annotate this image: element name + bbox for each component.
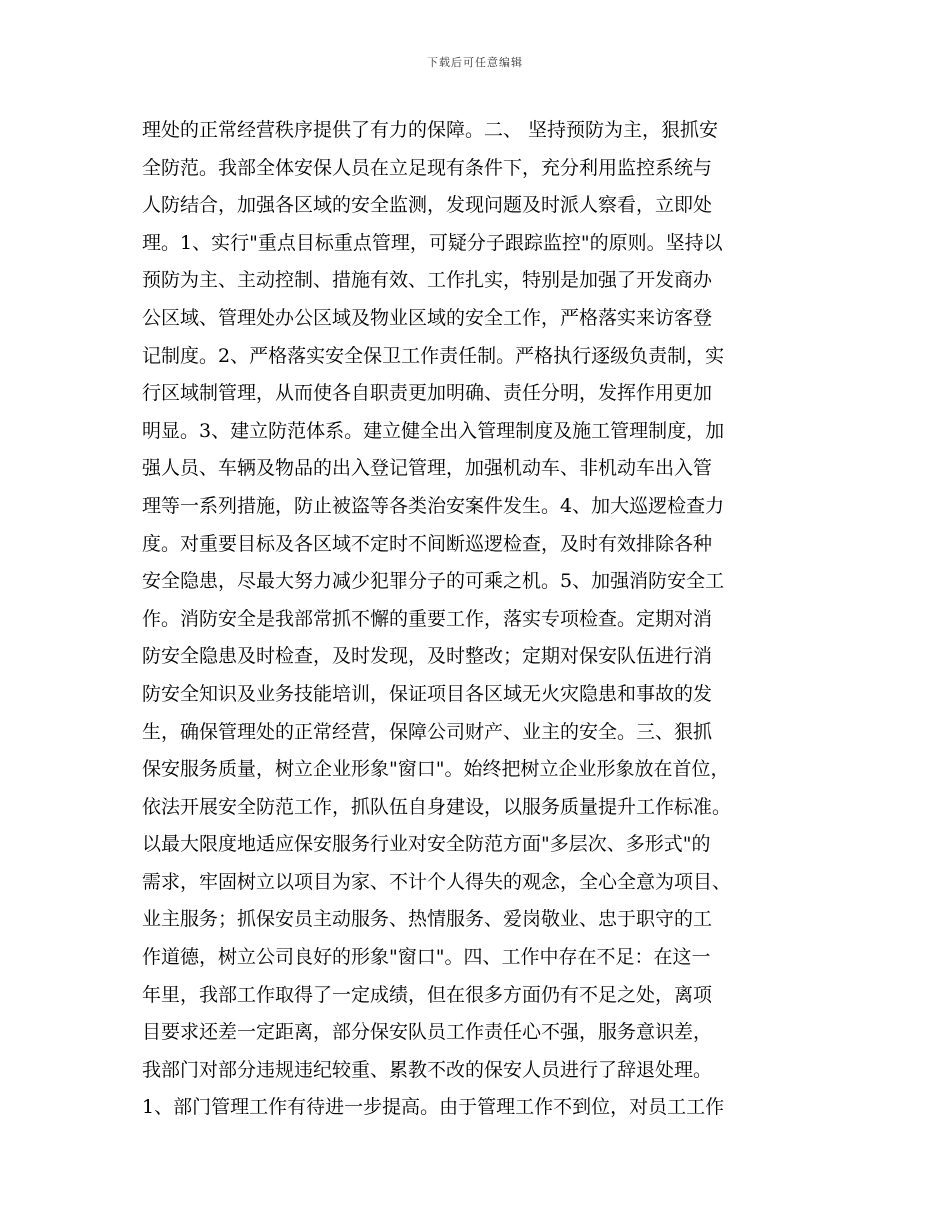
text-line: 目要求还差一定距离，部分保安队员工作责任心不强，服务意识差， [142, 1021, 713, 1044]
text-line: 作。消防安全是我部常抓不懈的重要工作，落实专项检查。定期对消 [142, 607, 713, 630]
text-line: 度。对重要目标及各区域不定时不间断巡逻检查，及时有效排除各种 [142, 532, 713, 555]
text-line: 保安服务质量，树立企业形象"窗口"。始终把树立企业形象放在首位， [142, 758, 730, 781]
text-line: 防安全隐患及时检查，及时发现，及时整改；定期对保安队伍进行消 [142, 645, 713, 668]
text-line: 依法开展安全防范工作，抓队伍自身建设，以服务质量提升工作标准。 [142, 795, 732, 818]
text-line: 我部门对部分违规违纪较重、累教不改的保安人员进行了辞退处理。 [142, 1058, 713, 1081]
text-line: 人防结合，加强各区域的安全监测，发现问题及时派人察看，立即处 [142, 194, 713, 217]
text-line: 年里，我部工作取得了一定成绩，但在很多方面仍有不足之处，离项 [142, 983, 713, 1006]
text-line: 作道德，树立公司良好的形象"窗口"。四、工作中存在不足：在这一 [142, 946, 711, 969]
text-line: 公区域、管理处办公区域及物业区域的安全工作，严格落实来访客登 [142, 306, 713, 329]
text-line: 安全隐患，尽最大努力减少犯罪分子的可乘之机。5、加强消防安全工 [142, 570, 725, 593]
document-body [142, 112, 822, 1127]
text-line: 全防范。我部全体安保人员在立足现有条件下，充分利用监控系统与 [142, 156, 713, 179]
page-header: 下载后可任意编辑 [427, 56, 523, 69]
text-line: 1、部门管理工作有待进一步提高。由于管理工作不到位，对员工工作 [142, 1096, 725, 1119]
text-line: 理处的正常经营秩序提供了有力的保障。二、 坚持预防为主，狠抓安 [142, 119, 719, 141]
text-line: 防安全知识及业务技能培训，保证项目各区域无火灾隐患和事故的发 [142, 682, 713, 705]
text-line: 以最大限度地适应保安服务行业对安全防范方面"多层次、多形式"的 [142, 833, 711, 856]
text-line: 理。1、实行"重点目标重点管理，可疑分子跟踪监控"的原则。坚持以 [142, 231, 723, 254]
text-line: 记制度。2、严格落实安全保卫工作责任制。严格执行逐级负责制，实 [142, 344, 725, 367]
text-line: 理等一系列措施，防止被盗等各类治安案件发生。4、加大巡逻检查力 [142, 494, 725, 517]
text-line: 行区域制管理，从而使各自职责更加明确、责任分明，发挥作用更加 [142, 382, 713, 405]
text-line: 强人员、车辆及物品的出入登记管理，加强机动车、非机动车出入管 [142, 457, 713, 480]
text-line: 明显。3、建立防范体系。建立健全出入管理制度及施工管理制度，加 [142, 419, 725, 442]
text-line: 生，确保管理处的正常经营，保障公司财产、业主的安全。三、狠抓 [142, 720, 713, 743]
text-line: 业主服务；抓保安员主动服务、热情服务、爱岗敬业、忠于职守的工 [142, 908, 713, 931]
text-line: 需求，牢固树立以项目为家、不计个人得失的观念，全心全意为项目、 [142, 870, 732, 893]
text-line: 预防为主、主动控制、措施有效、工作扎实，特别是加强了开发商办 [142, 269, 713, 292]
